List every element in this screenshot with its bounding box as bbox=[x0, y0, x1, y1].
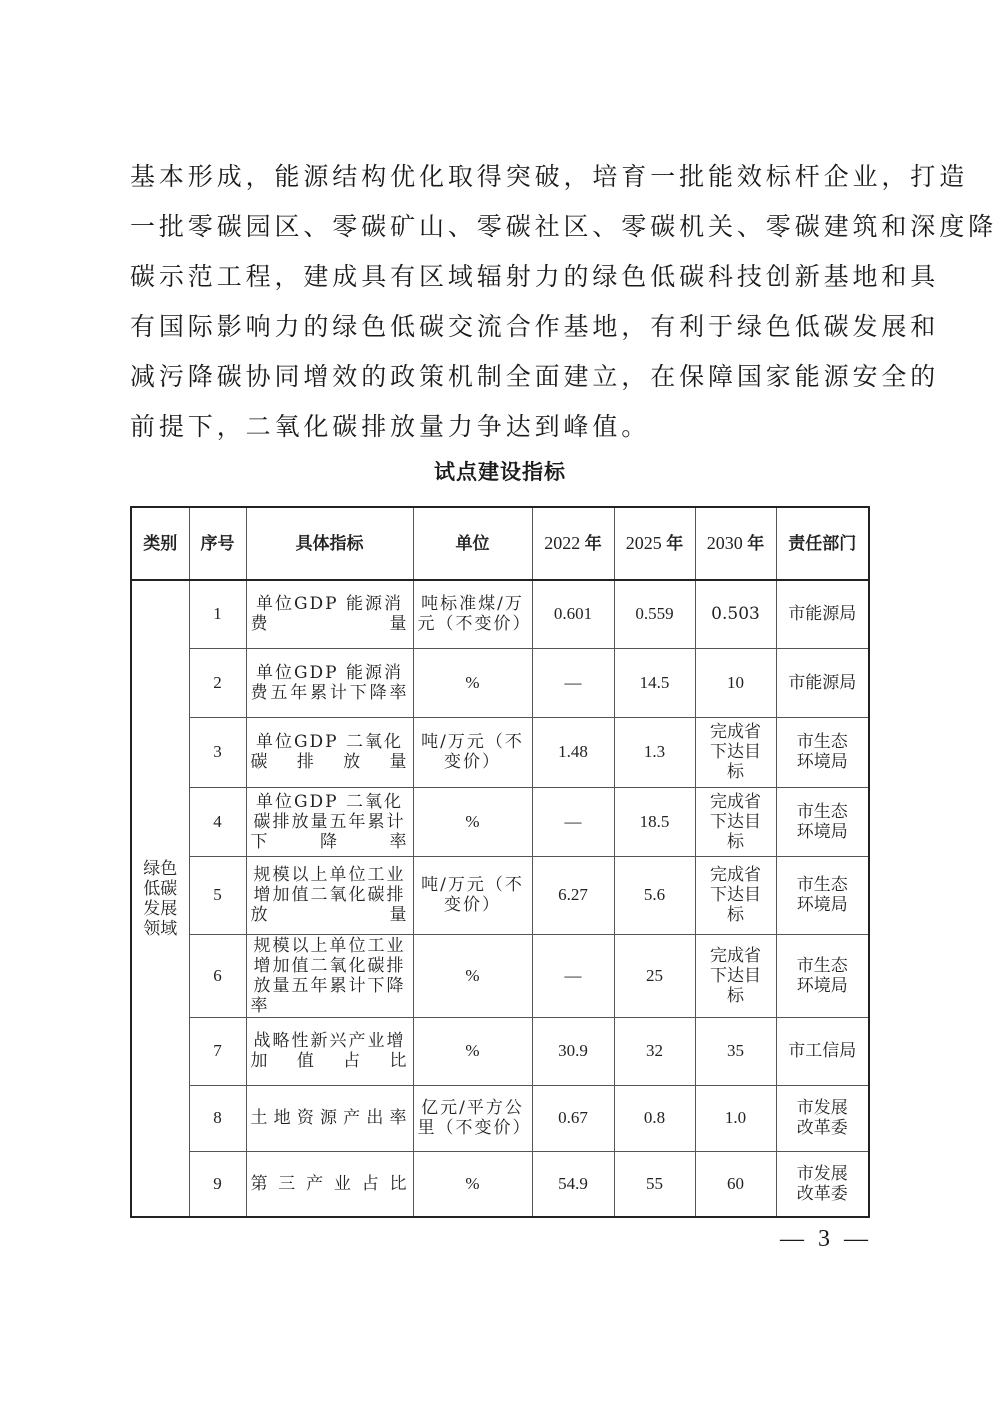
value-2025-cell: 18.5 bbox=[614, 787, 695, 856]
dept-cell bbox=[776, 856, 869, 934]
seq-cell: 7 bbox=[189, 1017, 246, 1085]
header-2022 bbox=[532, 507, 614, 580]
value-2025-cell: 0.559 bbox=[614, 580, 695, 648]
value-2030-text: 完成省下达目标 bbox=[710, 945, 761, 1006]
table-header-row bbox=[131, 507, 869, 580]
unit-cell: 吨标准煤/万元（不变价） bbox=[413, 580, 532, 648]
value-2025-cell: 5.6 bbox=[614, 856, 695, 934]
unit-cell: % bbox=[413, 648, 532, 717]
seq-cell: 9 bbox=[189, 1151, 246, 1217]
value-2022-cell: 1.48 bbox=[532, 717, 614, 787]
unit-cell: 亿元/平方公里（不变价） bbox=[413, 1085, 532, 1151]
value-2022-cell: — bbox=[532, 934, 614, 1017]
dept-text: 市生态环境局 bbox=[796, 732, 848, 772]
header-2025-year: 2025 bbox=[625, 533, 662, 553]
value-2030-text: 完成省下达目标 bbox=[710, 865, 761, 925]
paragraph-line: 减污降碳协同增效的政策机制全面建立，在保障国家能源安全的 bbox=[130, 362, 940, 391]
value-2025-cell: 14.5 bbox=[614, 648, 695, 717]
value-2025-cell: 0.8 bbox=[614, 1085, 695, 1151]
seq-cell: 4 bbox=[189, 787, 246, 856]
indicator-cell: 第三产业占比 bbox=[246, 1151, 413, 1217]
dept-text: 市生态环境局 bbox=[796, 801, 848, 842]
table-row bbox=[131, 1017, 869, 1085]
value-2022-cell: — bbox=[532, 648, 614, 717]
header-2022-year: 2022 bbox=[544, 533, 581, 553]
value-2022-cell: — bbox=[532, 787, 614, 856]
value-2022-cell: 0.601 bbox=[532, 580, 614, 648]
dept-text: 市发展改革委 bbox=[796, 1163, 848, 1204]
table-row bbox=[131, 1151, 869, 1217]
dept-cell: 市工信局 bbox=[776, 1017, 869, 1085]
unit-cell: % bbox=[413, 934, 532, 1017]
seq-cell: 2 bbox=[189, 648, 246, 717]
dept-cell: 市能源局 bbox=[776, 580, 869, 648]
value-2022-cell: 0.67 bbox=[532, 1085, 614, 1151]
paragraph-line: 碳示范工程，建成具有区域辐射力的绿色低碳科技创新基地和具 bbox=[130, 262, 940, 291]
dept-cell bbox=[776, 934, 869, 1017]
category-label: 绿色低碳发展领域 bbox=[143, 858, 178, 939]
unit-cell: % bbox=[413, 1151, 532, 1217]
dept-text: 市生态环境局 bbox=[796, 955, 848, 996]
value-2030-cell bbox=[695, 787, 776, 856]
seq-cell: 1 bbox=[189, 580, 246, 648]
table-row bbox=[131, 717, 869, 787]
seq-cell: 3 bbox=[189, 717, 246, 787]
indicator-cell: 土地资源产出率 bbox=[246, 1085, 413, 1151]
seq-cell: 5 bbox=[189, 856, 246, 934]
indicator-table bbox=[130, 506, 870, 1218]
value-2025-cell: 32 bbox=[614, 1017, 695, 1085]
table-row bbox=[131, 580, 869, 648]
value-2030-cell bbox=[695, 717, 776, 787]
header-year-suffix: 年 bbox=[666, 534, 684, 554]
dept-cell bbox=[776, 787, 869, 856]
value-2030-cell: 1.0 bbox=[695, 1085, 776, 1151]
table-row bbox=[131, 787, 869, 856]
table-row bbox=[131, 648, 869, 717]
header-year-suffix: 年 bbox=[584, 534, 602, 554]
value-2025-cell: 25 bbox=[614, 934, 695, 1017]
header-2030-year: 2030 bbox=[706, 533, 743, 553]
header-dept: 责任部门 bbox=[776, 507, 869, 580]
header-category: 类别 bbox=[131, 507, 189, 580]
value-2030-cell bbox=[695, 580, 776, 648]
value-2030-cell bbox=[695, 934, 776, 1017]
unit-cell: 吨/万元（不变价） bbox=[413, 856, 532, 934]
indicator-cell: 单位GDP 二氧化碳排放量五年累计下降率 bbox=[246, 787, 413, 856]
value-2025-cell: 1.3 bbox=[614, 717, 695, 787]
header-2030 bbox=[695, 507, 776, 580]
value-2030-text: 完成省下达目标 bbox=[710, 722, 761, 782]
value-2030-cell: 60 bbox=[695, 1151, 776, 1217]
table-body bbox=[131, 580, 869, 1217]
header-seq: 序号 bbox=[189, 507, 246, 580]
value-2025-cell: 55 bbox=[614, 1151, 695, 1217]
value-2022-cell: 54.9 bbox=[532, 1151, 614, 1217]
dept-text: 市生态环境局 bbox=[796, 875, 848, 915]
value-2030-text: 0.503 bbox=[711, 604, 760, 625]
value-2022-cell: 30.9 bbox=[532, 1017, 614, 1085]
dept-cell bbox=[776, 717, 869, 787]
value-2030-cell bbox=[695, 856, 776, 934]
unit-cell: % bbox=[413, 787, 532, 856]
indicator-cell: 规模以上单位工业增加值二氧化碳排放量 bbox=[246, 856, 413, 934]
paragraph-line: 有国际影响力的绿色低碳交流合作基地，有利于绿色低碳发展和 bbox=[130, 312, 940, 341]
indicator-cell: 单位GDP 能源消费五年累计下降率 bbox=[246, 648, 413, 717]
value-2030-cell: 10 bbox=[695, 648, 776, 717]
value-2030-text: 完成省下达目标 bbox=[710, 791, 761, 852]
dept-cell bbox=[776, 1151, 869, 1217]
indicator-cell: 单位GDP 二氧化碳排放量 bbox=[246, 717, 413, 787]
value-2022-cell: 6.27 bbox=[532, 856, 614, 934]
paragraph-line: 前提下，二氧化碳排放量力争达到峰值。 bbox=[130, 412, 651, 441]
dept-cell bbox=[776, 1085, 869, 1151]
value-2030-cell: 35 bbox=[695, 1017, 776, 1085]
header-year-suffix: 年 bbox=[747, 534, 765, 554]
unit-cell: 吨/万元（不变价） bbox=[413, 717, 532, 787]
paragraph-line: 一批零碳园区、零碳矿山、零碳社区、零碳机关、零碳建筑和深度降 bbox=[130, 212, 998, 241]
header-indicator: 具体指标 bbox=[246, 507, 413, 580]
category-cell bbox=[131, 580, 189, 1217]
table-row bbox=[131, 934, 869, 1017]
seq-cell: 8 bbox=[189, 1085, 246, 1151]
seq-cell: 6 bbox=[189, 934, 246, 1017]
indicator-cell: 战略性新兴产业增加值占比 bbox=[246, 1017, 413, 1085]
indicator-cell: 单位GDP 能源消费量 bbox=[246, 580, 413, 648]
table-row bbox=[131, 1085, 869, 1151]
header-unit: 单位 bbox=[413, 507, 532, 580]
table-title: 试点建设指标 bbox=[434, 460, 566, 484]
dept-cell: 市能源局 bbox=[776, 648, 869, 717]
body-paragraph bbox=[130, 152, 998, 452]
indicator-cell: 规模以上单位工业增加值二氧化碳排放量五年累计下降率 bbox=[246, 934, 413, 1017]
paragraph-line: 基本形成，能源结构优化取得突破，培育一批能效标杆企业，打造 bbox=[130, 162, 969, 191]
table-row bbox=[131, 856, 869, 934]
dept-text: 市发展改革委 bbox=[796, 1098, 848, 1138]
page-number: — 3 — bbox=[780, 1226, 872, 1252]
unit-cell: % bbox=[413, 1017, 532, 1085]
header-2025 bbox=[614, 507, 695, 580]
